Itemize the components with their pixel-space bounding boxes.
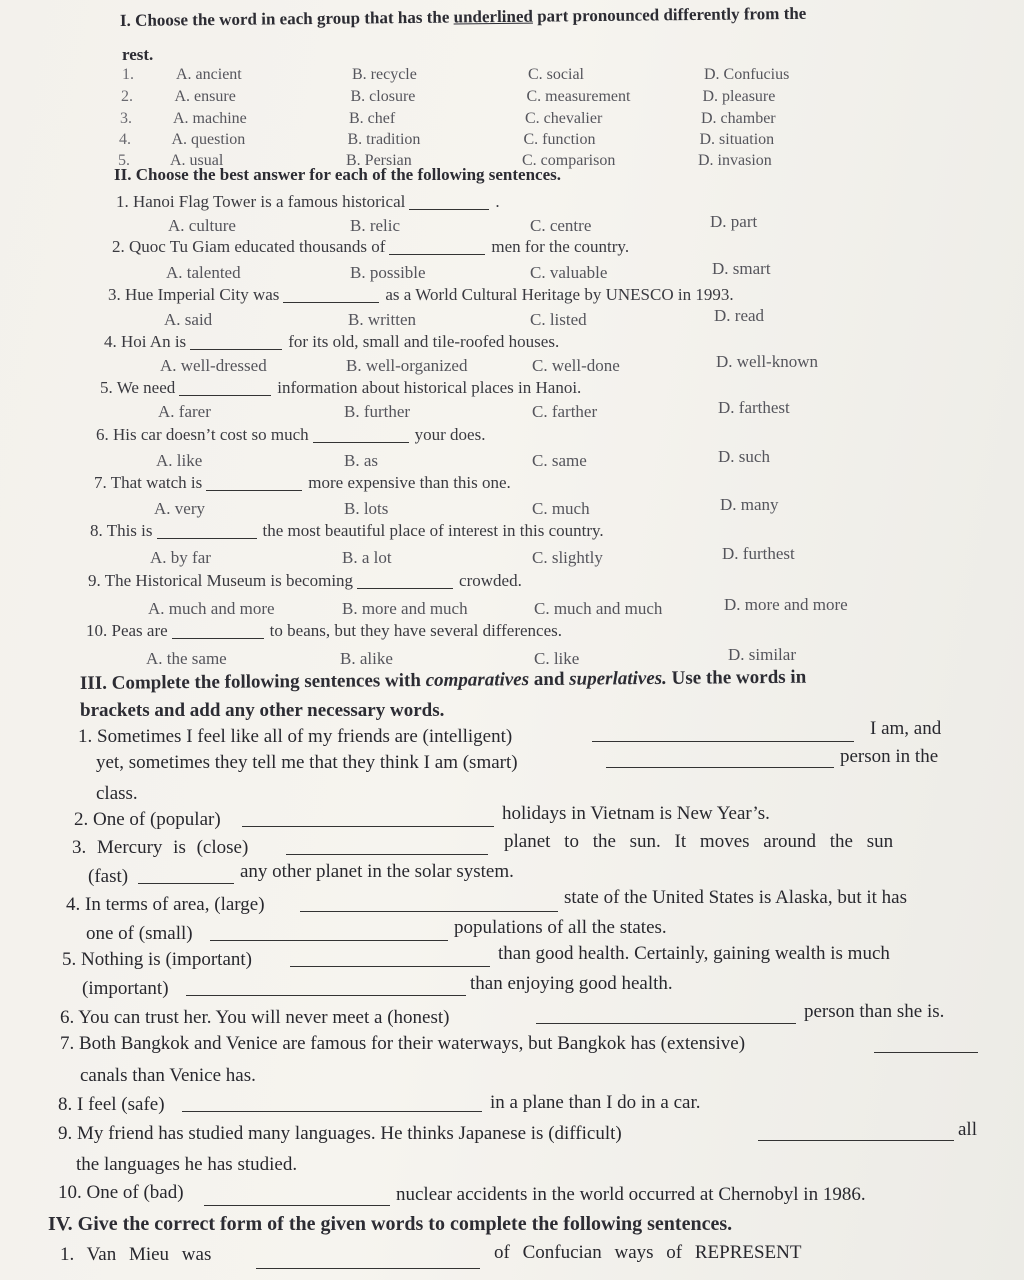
question-text-end: crowded. (459, 571, 522, 590)
question-number: 2. (121, 88, 133, 105)
answer-option-b[interactable]: B. lots (344, 499, 389, 518)
part2-options (0, 447, 1024, 472)
answer-option-b[interactable]: B. chef (349, 110, 396, 127)
section-3-title-cont: brackets and add any other necessary words. (80, 700, 445, 721)
p3-line-17b: nuclear accidents in the world occurred at Chernobyl in 1986. (396, 1184, 866, 1205)
answer-option-b[interactable]: B. recycle (352, 66, 417, 83)
answer-option-d[interactable]: D. pleasure (702, 88, 776, 105)
answer-option-b[interactable]: B. relic (350, 216, 401, 235)
question-text: 10. Peas are (86, 621, 168, 640)
question-text-end: for its old, small and tile-roofed houses. (288, 332, 560, 351)
answer-option-d[interactable]: D. similar (728, 645, 796, 664)
question-text: 2. Quoc Tu Giam educated thousands of (112, 237, 386, 256)
answer-option-a[interactable]: A. like (156, 451, 203, 470)
question-number: 1. (122, 66, 134, 83)
answer-option-b[interactable]: B. well-organized (346, 356, 468, 375)
part2-question (0, 377, 1024, 399)
answer-option-c[interactable]: C. well-done (532, 356, 620, 375)
section-1-title-underlined: underlined (453, 6, 534, 27)
p3-line-9a: 5. Nothing is (important) (62, 949, 252, 970)
section-3-title-superlatives: superlatives. (569, 667, 667, 690)
answer-option-b[interactable]: B. tradition (347, 131, 421, 148)
p3-line-10b: than enjoying good health. (470, 973, 673, 994)
p3-blank-17[interactable] (204, 1191, 390, 1206)
p3-blank-4[interactable] (242, 812, 494, 827)
answer-option-d[interactable]: D. more and more (724, 595, 848, 614)
answer-option-d[interactable]: D. invasion (698, 152, 772, 169)
section-1-title-cont: rest. (122, 45, 154, 64)
answer-blank[interactable] (283, 288, 379, 303)
answer-blank[interactable] (157, 524, 257, 539)
part1-row (0, 108, 1024, 130)
answer-option-b[interactable]: B. alike (340, 649, 393, 668)
question-text: 4. Hoi An is (104, 332, 187, 351)
p3-blank-11[interactable] (536, 1009, 796, 1024)
question-text-end: more expensive than this one. (308, 473, 511, 492)
p3-blank-10[interactable] (186, 981, 466, 996)
section-1-title (120, 3, 807, 32)
p3-blank-8[interactable] (210, 926, 448, 941)
answer-option-d[interactable]: D. situation (699, 131, 775, 148)
p3-blank-1[interactable] (592, 727, 854, 742)
answer-blank[interactable] (172, 624, 264, 639)
question-text-end: information about historical places in Hanoi. (277, 378, 582, 397)
p3-blank-12[interactable] (874, 1038, 978, 1053)
answer-option-b[interactable]: B. a lot (342, 548, 392, 567)
section-3-title-comparatives: comparatives (425, 669, 530, 691)
question-number: 4. (119, 131, 131, 148)
p4-line-1a: 1. Van Mieu was (60, 1244, 212, 1265)
answer-blank[interactable] (409, 195, 489, 210)
part2-options (0, 212, 1024, 237)
answer-option-b[interactable]: B. written (348, 310, 416, 329)
part2-question (0, 472, 1024, 494)
p3-blank-6[interactable] (138, 869, 234, 884)
question-text-end: as a World Cultural Heritage by UNESCO in 1993. (385, 285, 734, 304)
part1-row (0, 129, 1024, 151)
answer-option-a[interactable]: A. much and more (148, 599, 275, 618)
p3-line-6b: any other planet in the solar system. (240, 861, 514, 882)
section-3-title-text-2: Use the words in (671, 666, 807, 689)
answer-option-a[interactable]: A. usual (170, 152, 224, 169)
part2-options (0, 645, 1024, 670)
part2-question (0, 236, 1024, 258)
answer-option-a[interactable]: A. ensure (174, 88, 236, 105)
part2-question (0, 331, 1024, 353)
p3-line-6a: (fast) (88, 866, 129, 887)
question-text: 3. Hue Imperial City was (108, 285, 280, 304)
question-text-end: to beans, but they have several differences. (269, 621, 563, 640)
part2-options (0, 306, 1024, 331)
p3-blank-14[interactable] (182, 1097, 482, 1112)
question-text-end: your does. (414, 425, 486, 444)
section-4-title: IV. Give the correct form of the given words to complete the following sentences. (48, 1213, 733, 1235)
answer-option-a[interactable]: A. culture (168, 216, 236, 235)
answer-option-d[interactable]: D. such (718, 447, 770, 466)
question-number: 3. (120, 110, 132, 127)
answer-option-a[interactable]: A. well-dressed (160, 356, 267, 375)
p3-line-5b: planet to the sun. It moves around the sun (504, 831, 894, 852)
answer-option-a[interactable]: A. farer (158, 402, 211, 421)
p4-line-1b: of Confucian ways of REPRESENT (494, 1242, 802, 1263)
answer-blank[interactable] (206, 476, 302, 491)
part2-question (0, 424, 1024, 446)
p3-line-8b: populations of all the states. (454, 917, 667, 938)
p3-line-17a: 10. One of (bad) (58, 1182, 184, 1203)
answer-option-c[interactable]: C. farther (532, 402, 598, 421)
part2-question (0, 570, 1024, 592)
p3-line-15a: 9. My friend has studied many languages. He thinks Japanese is (difficult) (58, 1123, 622, 1144)
p3-line-5a: 3. Mercury is (close) (72, 837, 249, 858)
part2-options (0, 352, 1024, 377)
answer-option-b[interactable]: B. Persian (346, 152, 412, 169)
part2-question (0, 520, 1024, 542)
answer-option-c[interactable]: C. measurement (526, 88, 631, 105)
part2-question (0, 284, 1024, 306)
answer-option-d[interactable]: D. farthest (718, 398, 790, 417)
answer-option-c[interactable]: C. much (532, 499, 590, 518)
p3-line-12a: 7. Both Bangkok and Venice are famous for their waterways, but Bangkok has (extensive) (60, 1033, 746, 1054)
question-text: 7. That watch is (94, 473, 203, 492)
answer-blank[interactable] (357, 574, 453, 589)
answer-option-d[interactable]: D. many (720, 495, 779, 514)
p3-line-2a: yet, sometimes they tell me that they think I am (smart) (96, 752, 518, 773)
p3-line-15b: all (958, 1119, 977, 1140)
question-text-end: . (495, 192, 500, 211)
answer-option-b[interactable]: B. possible (350, 263, 426, 282)
p3-line-2b: person in the (840, 746, 939, 767)
answer-option-a[interactable]: A. by far (150, 548, 211, 567)
answer-option-c[interactable]: C. like (534, 649, 580, 668)
answer-option-d[interactable]: D. well-known (716, 352, 818, 371)
p3-line-9b: than good health. Certainly, gaining wealth is much (498, 943, 890, 964)
answer-option-a[interactable]: A. ancient (176, 66, 242, 83)
part2-options (0, 259, 1024, 284)
answer-blank[interactable] (313, 428, 409, 443)
answer-option-c[interactable]: C. comparison (522, 152, 616, 169)
question-text: 6. His car doesn’t cost so much (96, 425, 309, 444)
answer-option-c[interactable]: C. chevalier (525, 110, 603, 127)
part2-options (0, 495, 1024, 520)
p3-line-7b: state of the United States is Alaska, but it has (564, 887, 908, 908)
part2-options (0, 544, 1024, 569)
answer-option-b[interactable]: B. closure (350, 88, 416, 105)
answer-blank[interactable] (179, 381, 271, 396)
part2-question (0, 191, 1024, 213)
p3-line-8a: one of (small) (86, 923, 193, 944)
section-2-title: II. Choose the best answer for each of the following sentences. (114, 165, 562, 184)
p3-line-16: the languages he has studied. (76, 1154, 298, 1175)
p4-blank-1[interactable] (256, 1254, 480, 1269)
p3-line-7a: 4. In terms of area, (large) (66, 894, 265, 915)
p3-blank-9[interactable] (290, 952, 490, 967)
answer-option-a[interactable]: A. very (154, 499, 205, 518)
part1-row (0, 86, 1024, 108)
answer-option-d[interactable]: D. Confucius (704, 66, 790, 83)
p3-line-14a: 8. I feel (safe) (58, 1094, 165, 1115)
answer-option-a[interactable]: A. said (164, 310, 213, 329)
answer-option-c[interactable]: C. slightly (532, 548, 603, 567)
part1-row (0, 64, 1024, 86)
answer-option-d[interactable]: D. chamber (701, 110, 776, 127)
p3-line-3: class. (96, 783, 138, 804)
answer-option-d[interactable]: D. smart (712, 259, 771, 278)
answer-option-c[interactable]: C. function (523, 131, 596, 148)
answer-option-d[interactable]: D. read (714, 306, 765, 325)
p3-line-14b: in a plane than I do in a car. (490, 1092, 701, 1113)
question-text: 5. We need (100, 378, 176, 397)
p3-blank-15[interactable] (758, 1126, 954, 1141)
part2-question (0, 620, 1024, 642)
question-text: 1. Hanoi Flag Tower is a famous historical (116, 192, 406, 211)
p3-blank-5[interactable] (286, 840, 488, 855)
answer-option-c[interactable]: C. listed (530, 310, 587, 329)
question-text-end: men for the country. (491, 237, 630, 256)
p3-line-13: canals than Venice has. (80, 1065, 256, 1086)
answer-option-c[interactable]: C. valuable (530, 263, 608, 282)
answer-option-c[interactable]: C. much and much (534, 599, 663, 618)
answer-option-c[interactable]: C. social (528, 66, 584, 83)
answer-blank[interactable] (389, 240, 485, 255)
p3-blank-7[interactable] (300, 897, 558, 912)
section-3-title-text: III. Complete the following sentences with (79, 670, 422, 694)
p3-blank-2[interactable] (606, 753, 834, 768)
p3-line-10a: (important) (82, 978, 169, 999)
answer-blank[interactable] (190, 335, 282, 350)
answer-option-a[interactable]: A. talented (166, 263, 241, 282)
answer-option-a[interactable]: A. question (171, 131, 246, 148)
answer-option-b[interactable]: B. as (344, 451, 378, 470)
part2-options (0, 595, 1024, 620)
p3-line-1a: 1. Sometimes I feel like all of my friends are (intelligent) (78, 726, 513, 747)
question-text: 8. This is (90, 521, 153, 540)
question-text-end: the most beautiful place of interest in this country. (262, 521, 604, 540)
p3-line-11a: 6. You can trust her. You will never meet a (honest) (60, 1007, 450, 1028)
section-3-title-and: and (533, 668, 565, 691)
answer-option-d[interactable]: D. furthest (722, 544, 795, 563)
p3-line-1b: I am, and (870, 718, 942, 739)
section-1-title-text-2: part pronounced differently from the (537, 3, 807, 26)
answer-option-c[interactable]: C. same (532, 451, 587, 470)
answer-option-b[interactable]: B. further (344, 402, 411, 421)
p3-line-4a: 2. One of (popular) (74, 809, 221, 830)
answer-option-c[interactable]: C. centre (530, 216, 592, 235)
p3-line-11b: person than she is. (804, 1001, 945, 1022)
p3-line-4b: holidays in Vietnam is New Year’s. (502, 803, 770, 824)
part2-options (0, 398, 1024, 423)
section-1-title-text: I. Choose the word in each group that has the (119, 7, 450, 30)
answer-option-a[interactable]: A. the same (146, 649, 227, 668)
answer-option-d[interactable]: D. part (710, 212, 758, 231)
question-text: 9. The Historical Museum is becoming (88, 571, 354, 590)
section-3-title (80, 667, 806, 695)
answer-option-b[interactable]: B. more and much (342, 599, 468, 618)
answer-option-a[interactable]: A. machine (173, 110, 247, 127)
question-number: 5. (118, 152, 130, 169)
